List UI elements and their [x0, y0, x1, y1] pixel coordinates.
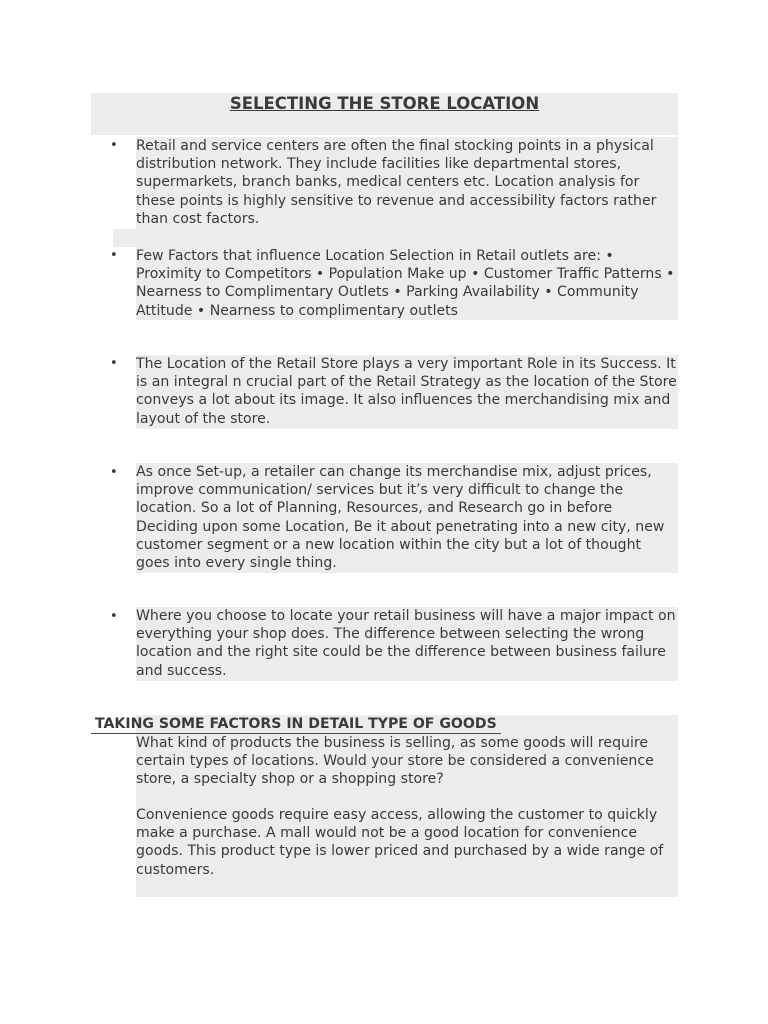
section-paragraph: Convenience goods require easy access, allowing the customer to quickly make a purchase. A mall would not be a good location for convenience goods. This product type is lower priced and purchased by a wide range of customers. — [136, 807, 664, 878]
bullet-text: Retail and service centers are often the final stocking points in a physical distribution network. They include facilities like departmental stores, supermarkets, branch banks, medical centers etc. Location analysis for these points is highly sensitive to revenue and accessibility factors rather than cost factors. — [136, 137, 678, 247]
bullet-marker: • — [110, 138, 118, 153]
page-title: SELECTING THE STORE LOCATION — [229, 94, 540, 113]
shaded-band — [113, 229, 136, 247]
bullet-text: The Location of the Retail Store plays a very important Role in its Success. It is an integral n crucial part of the Retail Strategy as the location of the Store conveys a lot about its image. It also influences the merchandising mix and layout of the store. — [136, 355, 678, 429]
section-paragraph: What kind of products the business is selling, as some goods will require certain types of locations. Would your store be considered a convenience store, a specialty shop or a shopping store? — [136, 735, 654, 788]
bullet-marker: • — [110, 609, 118, 624]
bullet-marker: • — [110, 356, 118, 371]
bullet-text: Where you choose to locate your retail business will have a major impact on everything your shop does. The difference between selecting the wrong location and the right site could be the difference between business failure and success. — [136, 607, 678, 681]
bullet-marker: • — [110, 248, 118, 263]
bullet-marker: • — [110, 465, 118, 480]
bullet-text: Few Factors that influence Location Selection in Retail outlets are: • Proximity to Competitors • Population Make up • Customer Traffic Patterns • Nearness to Complimentary Outlets • Parking Availability • Community Attitude • Nearness to complimentary outlets — [136, 247, 678, 320]
section-heading: TAKING SOME FACTORS IN DETAIL TYPE OF GOODS — [91, 715, 501, 734]
bullet-text: As once Set-up, a retailer can change its merchandise mix, adjust prices, improve communication/ services but it’s very difficult to change the location. So a lot of Planning, Resources, and Research go in before Deciding upon some Location, Be it about penetrating into a new city, new customer segment or a new location within the city but a lot of thought goes into every single thing. — [136, 463, 678, 573]
